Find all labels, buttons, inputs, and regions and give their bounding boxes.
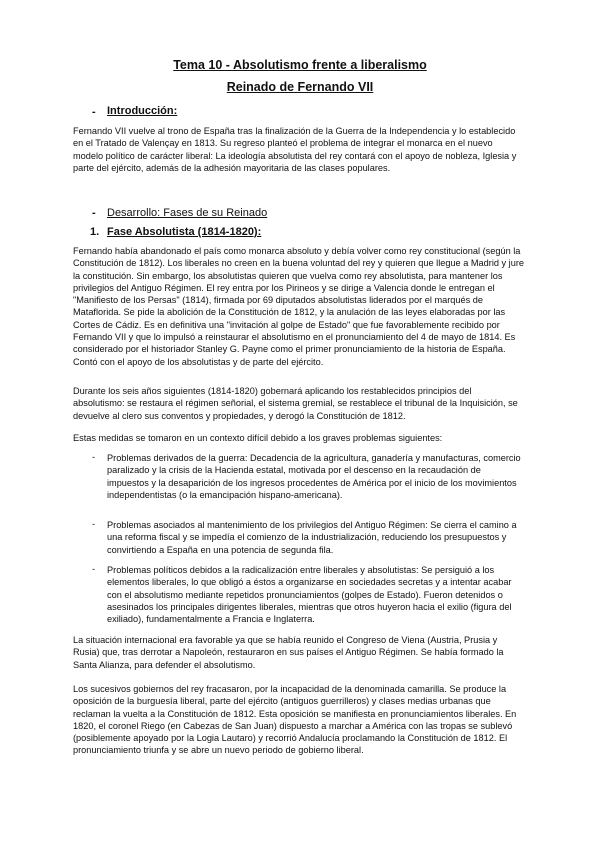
document-title: Tema 10 - Absolutismo frente a liberalismo [173,58,427,72]
paragraph-seis-anos: Durante los seis años siguientes (1814-1820) gobernará aplicando los restablecidos principios del absolutismo: se restaura el régimen señorial, el sistema gremial, se restablece el tribunal de la Inquisición, se devuelve al clero sus conventos y propiedades, y derogó la Constitución de 1812. [73,386,518,421]
bullet-dash: - [92,519,96,529]
desarrollo-dash: - [92,207,96,219]
intro-heading: Introducción: [107,105,178,117]
paragraph-medidas: Estas medidas se tomaron en un contexto difícil debido a los graves problemas siguientes: [73,433,443,443]
bullet-item: Problemas derivados de la guerra: Decadencia de la agricultura, ganadería y manufacturas, comercio paralizado y la crisis de la Hacienda estatal, motivada por el descenso en la recaudación de impuestos y la desaparición de los ingresos procedentes de América por el inicio de los movimientos independentistas (o la emancipación hispano-americana). [107,453,521,500]
paragraph-gobiernos: Los sucesivos gobiernos del rey fracasaron, por la incapacidad de la denominada camarilla. Se produce la oposición de la burguesía liberal, parte del ejército (antiguos guerrilleros) y clases medias urbanas que reclaman la vuelta a la Constitución de 1812. Esta oposición se manifiesta en pronunciamientos liberales. En 1820, el coronel Riego (en Cabezas de San Juan) dispuesto a marchar a América con las tropas se sublevó (posiblemente apoyado por la Logia Lautaro) y recorrió Andalucía proclamando la Constitución de 1812. El pronunciamiento triunfa y se abre un nuevo periodo de gobierno liberal. [73,684,517,756]
bullet-item: Problemas políticos debidos a la radicalización entre liberales y absolutistas: Se persiguió a los elementos liberales, lo que obligó a éstos a organizarse en sociedades secretas y a intentar acabar con el absolutismo mediante repetidos pronunciamientos (golpes de Estado). Fueron detenidos o asesinados los principales dirigentes liberales, mientras que otros huyeron hacia el exilio (figura del exiliado), fundamentalmente a Francia e Inglaterra. [107,565,512,625]
paragraph-fernando: Fernando había abandonado el país como monarca absoluto y debía volver como rey constitucional (según la Constitución de 1812). Los liberales no creen en la buena voluntad del rey y quieren que llegue a Madrid y jure la constitución. Sin embargo, los absolutistas quieren que vuelva como rey absolutista, para mantener los privilegios del Antiguo Régimen. El rey entra por los Pirineos y se dirige a Valencia donde le entregan el "Manifiesto de los Persas" (1814), firmada por 69 diputados absolutistas liderados por el marqués de Mataflorida. Se pide la abolición de la Constitución de 1812, y la anulación de las leyes elaboradas por las Cortes de Cádiz. Es en definitiva una "invitación al golpe de Estado" que fue favorablemente recibido por Fernando VII y que lo impulsó a reinstaurar el absolutismo en el pronunciamiento del 4 de mayo de 1814. Es considerado por el historiador Stanley G. Payne como el primer pronunciamiento de la historia de España. Contó con el apoyo de los absolutistas y de parte del ejército. [73,246,524,367]
phase-number: 1. [90,226,100,238]
desarrollo-heading: Desarrollo: Fases de su Reinado [107,207,268,219]
bullet-dash: - [92,452,96,462]
bullet-item: Problemas asociados al mantenimiento de los privilegios del Antiguo Régimen: Se cierra el camino a una reforma fiscal y se impedía el comienzo de la industrialización, reduciendo los presupuestos y convirtiendo a España en una potencia de segunda fila. [107,520,517,555]
intro-dash: - [92,106,96,118]
intro-paragraph: Fernando VII vuelve al trono de España tras la finalización de la Guerra de la Independencia y lo establecido en el Tratado de Valençay en 1813. Su regreso planteó el problema de integrar el monarca en el nuevo modelo político de carácter liberal: La ideología absolutista del rey contará con el apoyo de nobleza, Iglesia y parte del ejército, además de la adhesión mayoritaria de las clases populares. [73,126,517,173]
paragraph-situacion: La situación internacional era favorable ya que se había reunido el Congreso de Viena (Austria, Prusia y Rusia) que, tras derrotar a Napoleón, restauraron en sus países el Antiguo Régimen. Se había formado la Santa Alianza, para defender el absolutismo. [73,635,504,670]
phase-heading: Fase Absolutista (1814-1820): [107,226,262,238]
document-subtitle: Reinado de Fernando VII [226,80,374,94]
bullet-dash: - [92,564,96,574]
